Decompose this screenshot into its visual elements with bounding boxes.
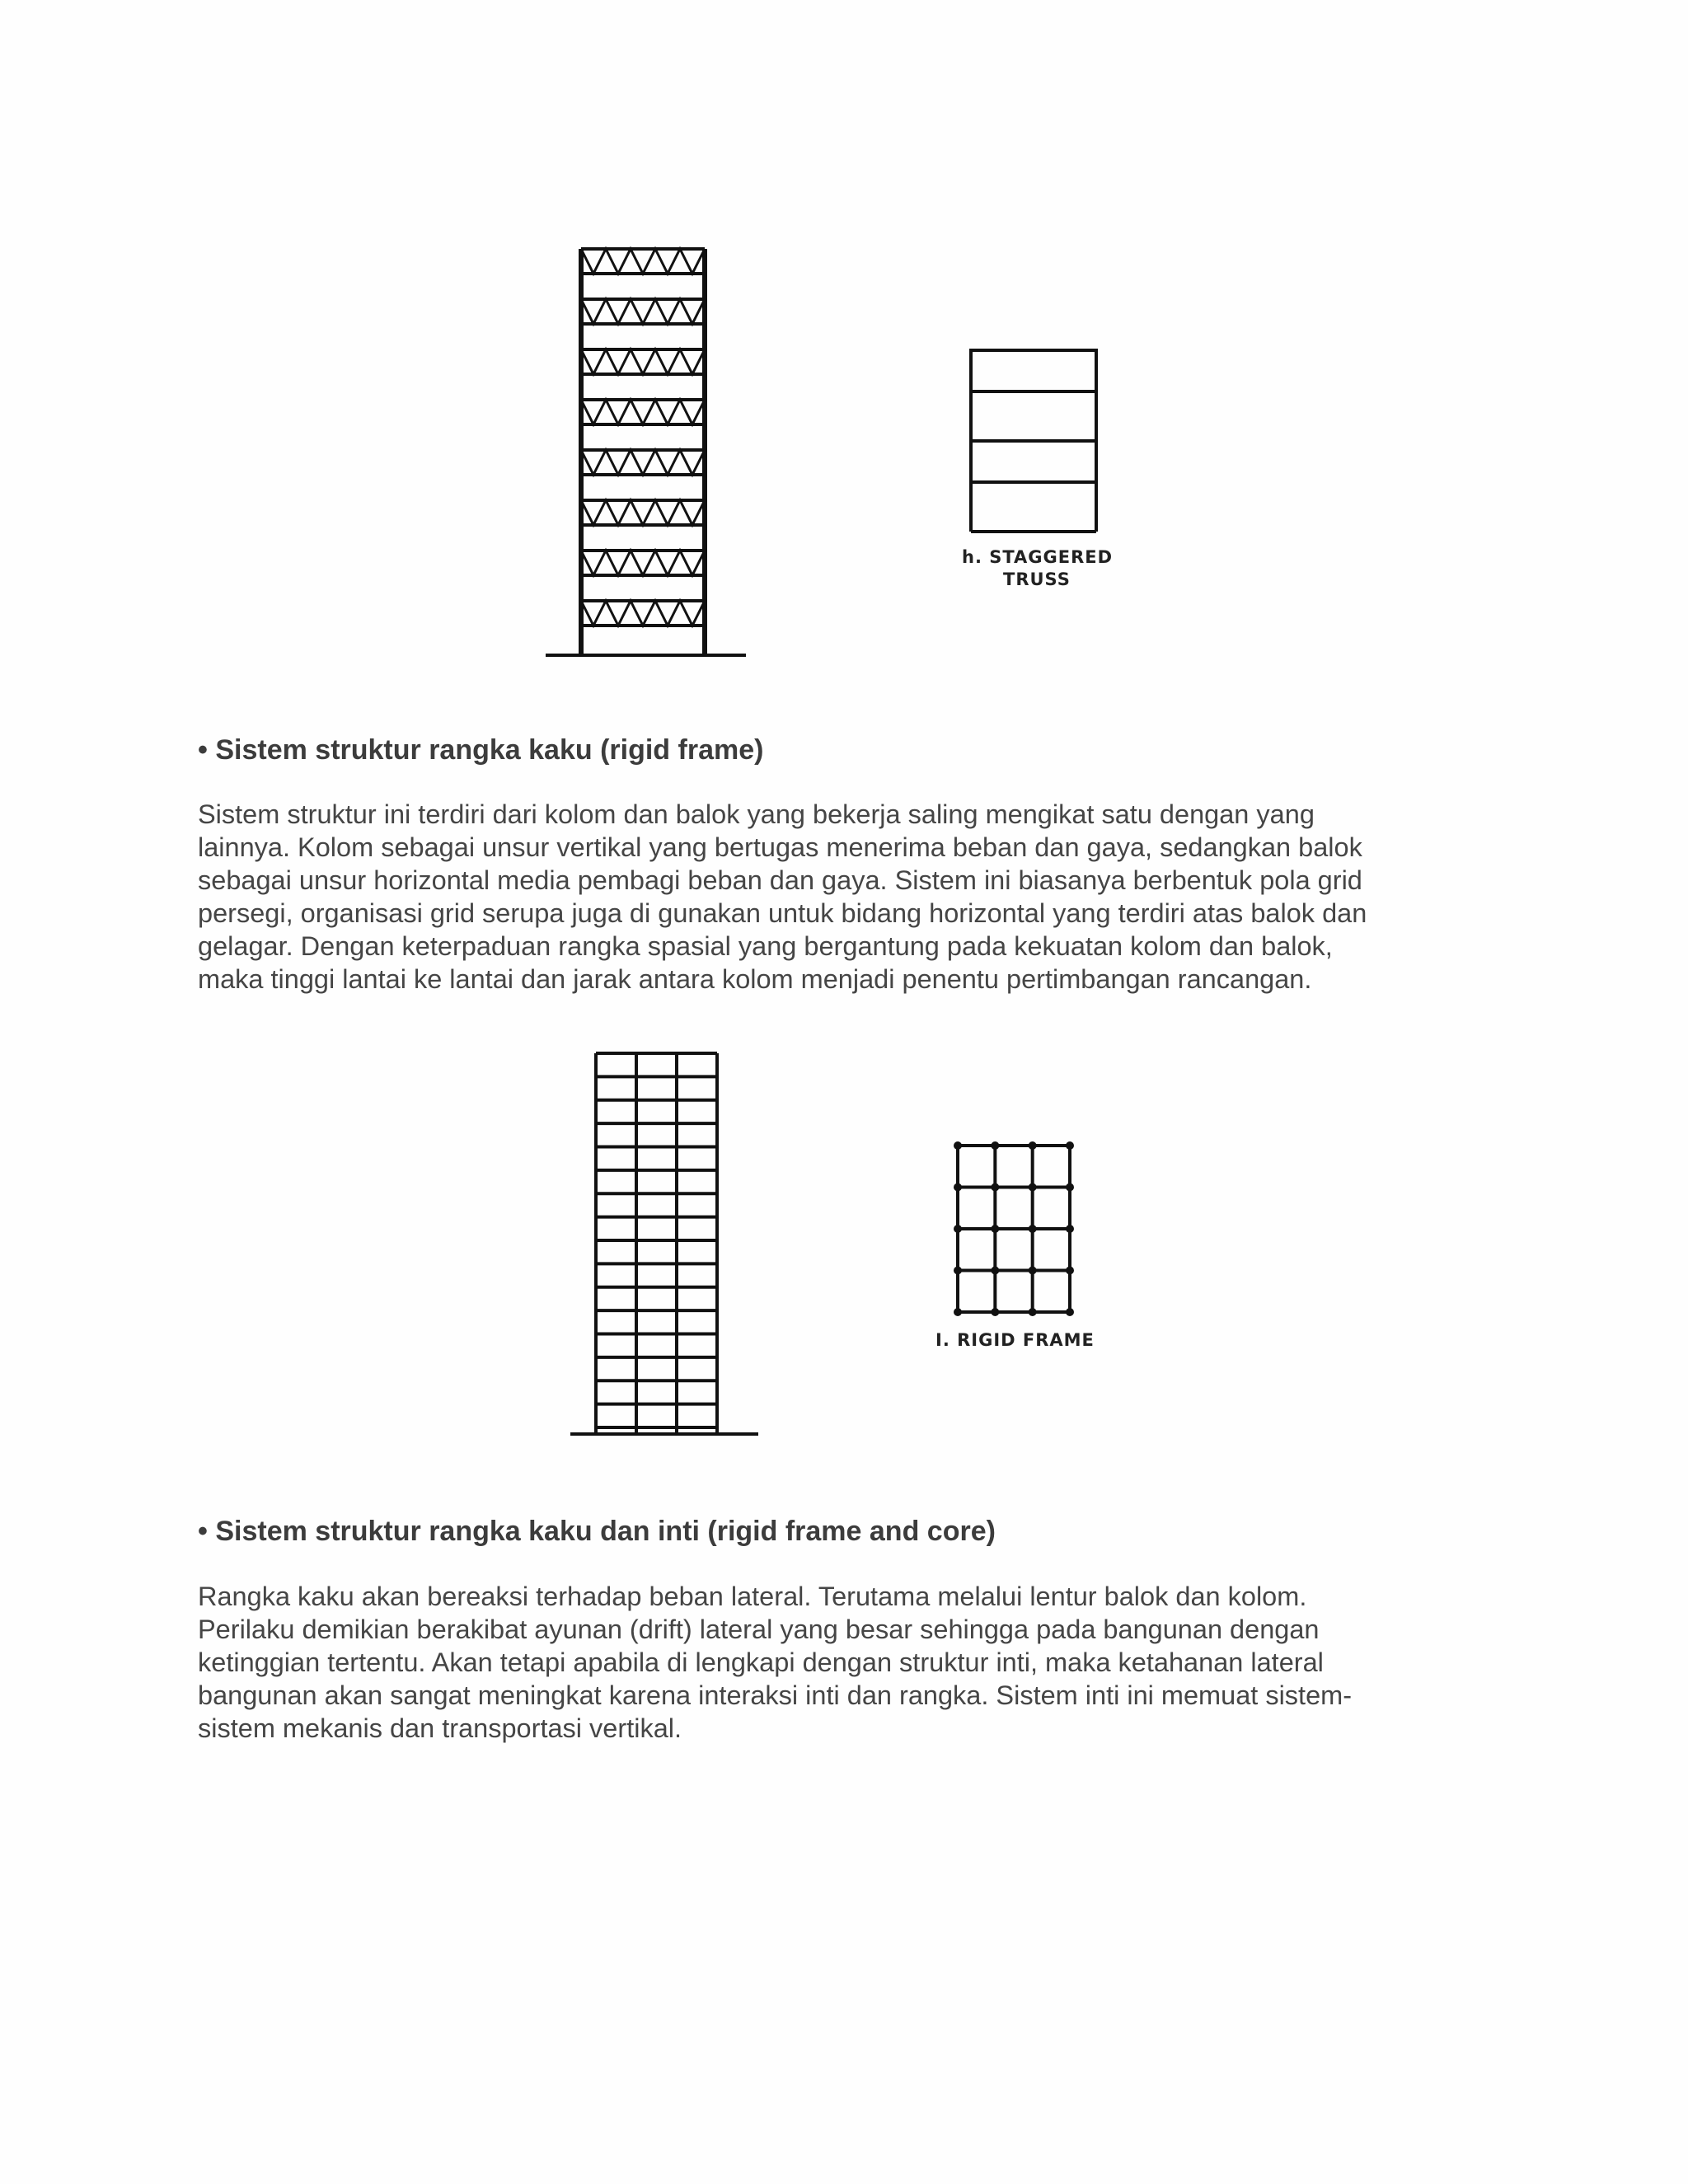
paragraph-line: gelagar. Dengan keterpaduan rangka spasial yang bergantung pada kekuatan kolom dan balok, <box>198 931 1333 961</box>
paragraph-line: Perilaku demikian berakibat ayunan (drift) lateral yang besar sehingga pada bangunan dengan <box>198 1615 1320 1644</box>
paragraph-rigid-frame <box>198 798 1500 996</box>
paragraph-line: persegi, organisasi grid serupa juga di gunakan untuk bidang horizontal yang terdiri atas balok dan <box>198 898 1367 928</box>
staggered-truss-drawing <box>536 239 1162 668</box>
section-heading-rigid-frame-core: • Sistem struktur rangka kaku dan inti (rigid frame and core) <box>198 1516 996 1547</box>
truss-tower-elevation <box>546 249 746 655</box>
paragraph-line: maka tinggi lantai ke lantai dan jarak antara kolom menjadi penentu pertimbangan rancangan. <box>198 964 1312 994</box>
staggered-truss-caption-line1: h. STAGGERED <box>962 547 1114 567</box>
rigid-frame-drawing <box>560 1047 1137 1459</box>
paragraph-line: bangunan akan sangat meningkat karena interaksi inti dan rangka. Sistem inti ini memuat sistem- <box>198 1680 1353 1710</box>
paragraph-rigid-frame-core <box>198 1580 1500 1745</box>
rigid-frame-detail-grid <box>954 1141 1074 1316</box>
staggered-truss-figure <box>536 239 1162 668</box>
staggered-truss-caption-line2: TRUSS <box>1003 569 1071 589</box>
paragraph-line: Sistem struktur ini terdiri dari kolom dan balok yang bekerja saling mengikat satu dengan yang <box>198 799 1315 829</box>
paragraph-line: ketinggian tertentu. Akan tetapi apabila di lengkapi dengan struktur inti, maka ketahanan lateral <box>198 1647 1324 1677</box>
rigid-frame-figure <box>560 1047 1137 1459</box>
paragraph-line: sebagai unsur horizontal media pembagi beban dan gaya. Sistem ini biasanya berbentuk pola grid <box>198 865 1362 895</box>
paragraph-line: lainnya. Kolom sebagai unsur vertikal yang bertugas menerima beban dan gaya, sedangkan balok <box>198 832 1362 862</box>
rigid-frame-caption: I. RIGID FRAME <box>935 1330 1095 1350</box>
paragraph-line: sistem mekanis dan transportasi vertikal. <box>198 1713 682 1743</box>
paragraph-line: Rangka kaku akan bereaksi terhadap beban lateral. Terutama melalui lentur balok dan kolom. <box>198 1582 1307 1611</box>
section-heading-rigid-frame: • Sistem struktur rangka kaku (rigid frame) <box>198 734 764 766</box>
rigid-frame-tower-elevation <box>570 1053 758 1434</box>
truss-detail-elevation <box>971 350 1096 532</box>
